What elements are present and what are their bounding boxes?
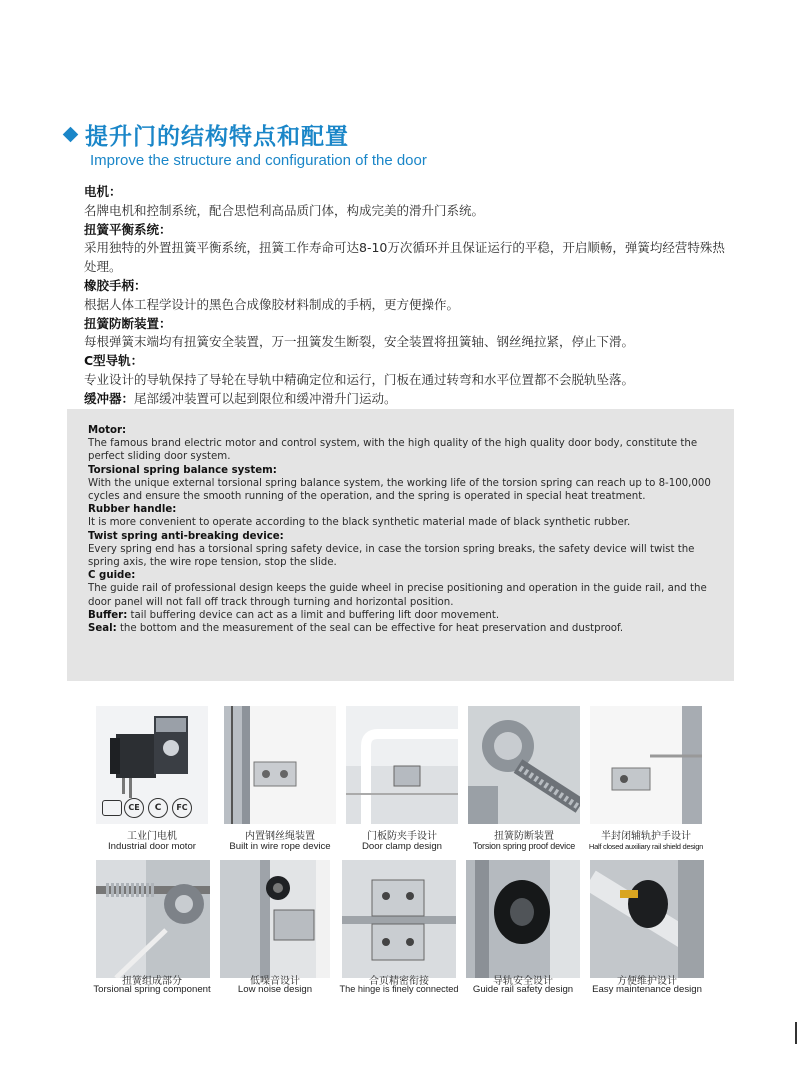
torsion-proof-photo [468, 706, 580, 824]
en-heading: Buffer: [88, 609, 128, 621]
hinge-illustration [342, 860, 456, 978]
guide-rail-illustration [466, 860, 580, 978]
gallery-caption-zh: 内置钢丝绳装置 [245, 831, 315, 842]
en-heading: Seal: [88, 623, 117, 635]
zh-text: 尾部缓冲装置可以起到限位和缓冲滑升门运动。 [134, 390, 397, 406]
en-heading: Torsional spring balance system: [88, 464, 277, 476]
guide-rail-photo [466, 860, 580, 978]
en-text: the bottom and the measurement of the seal can be effective for heat preservation and dustproof. [119, 623, 624, 635]
gallery-caption-zh: 半封闭辅轨护手设计 [601, 831, 691, 842]
gallery-caption-en: Guide rail safety design [472, 984, 574, 995]
low-noise-illustration [220, 860, 330, 978]
zh-text: 采用独特的外置扭簧平衡系统，扭簧工作寿命可达8-10万次循环并且保证运行的平稳，开启顺畅，弹簧均经营特殊热处理。 [84, 240, 725, 275]
en-text: It is more convenient to operate according to the black synthetic material made of black synthetic rubber. [88, 517, 631, 529]
torsion-proof-illustration [468, 706, 580, 824]
page-title [65, 118, 349, 151]
diamond-bullet-icon [63, 127, 79, 143]
en-heading: Rubber handle: [88, 504, 177, 516]
gallery-caption-zh: 门板防夹手设计 [367, 831, 437, 842]
en-text: With the unique external torsional spring balance system, the working life of the torsion spring can reach up to 8-100,000 cycles and ensure the smooth running of the operation, and the spring is operated in special heat treatment. [88, 477, 711, 503]
gallery-caption-en: Torsional spring component [93, 984, 211, 995]
gallery-caption-en: Half closed auxiliary rail shield design [588, 842, 704, 851]
ccc-badge: C [148, 798, 168, 818]
en-heading: C guide: [88, 570, 136, 582]
zh-heading: 缓冲器： [84, 390, 135, 406]
zh-text: 每根弹簧末端均有扭簧安全装置，万一扭簧发生断裂，安全装置将扭簧轴、钢丝绳拉紧，停止下滑。 [84, 334, 635, 350]
en-text: The guide rail of professional design keeps the guide wheel in precise positioning and operation in the guide rail, and the door panel will not fall off track through turning and horizontal position. [88, 583, 707, 608]
gallery-caption-en: Low noise design [237, 984, 313, 995]
gallery-caption-en: Door clamp design [362, 841, 442, 852]
gallery-caption-zh: 低噪音设计 [250, 976, 300, 987]
gallery-caption-en: The hinge is finely connected [339, 984, 459, 994]
gallery-caption-zh: 扭簧防断装置 [494, 831, 554, 842]
page-subtitle: Improve the structure and configuration of the door [90, 152, 427, 169]
torsion-component-photo [96, 860, 210, 978]
gallery-caption-zh: 合页精密衔接 [369, 976, 429, 987]
gallery-caption-zh: 扭簧组成部分 [122, 976, 182, 987]
wire-rope-photo [224, 706, 336, 824]
zh-heading: C型导轨： [84, 353, 144, 369]
ce-badge: CE [124, 798, 144, 818]
page-edge-mark [795, 1022, 797, 1044]
zh-heading: 电机： [84, 184, 122, 199]
gallery-caption-zh: 工业门电机 [127, 831, 177, 842]
aux-rail-illustration [590, 706, 702, 824]
zh-heading: 扭簧防断装置： [84, 315, 172, 331]
zh-text: 名牌电机和控制系统，配合思恺利高品质门体，构成完美的滑升门系统。 [84, 202, 485, 218]
en-inline-item [88, 622, 718, 635]
door-clamp-illustration [346, 706, 458, 824]
gallery-caption-en: Torsion spring proof device [472, 841, 576, 851]
zh-inline-item [84, 390, 734, 409]
fcc-badge: FC [172, 798, 192, 818]
english-feature-list [88, 424, 718, 635]
maintenance-illustration [590, 860, 704, 978]
door-clamp-photo [346, 706, 458, 824]
en-inline-item [88, 609, 718, 622]
torsion-component-illustration [96, 860, 210, 978]
gallery-caption-en: Built in wire rope device [229, 841, 331, 852]
gallery-caption-zh: 导轨安全设计 [493, 976, 553, 987]
gallery-caption-en: Industrial door motor [108, 841, 196, 852]
gallery-caption-en: Easy maintenance design [592, 984, 702, 995]
zh-text: 根据人体工程学设计的黑色合成像胶材料制成的手柄，更方便操作。 [84, 296, 460, 312]
zh-feature-list [84, 183, 734, 427]
page-title-text: 提升门的结构特点和配置 [85, 124, 349, 150]
motor-cert-badges [102, 796, 202, 818]
en-text: The famous brand electric motor and control system, with the high quality of the high quality door body, constitute the perfect sliding door system. [88, 438, 698, 463]
zh-text: 专业设计的导轨保持了导轮在导轨中精确定位和运行，门板在通过转弯和水平位置都不会脱轨坠落。 [84, 371, 635, 387]
en-heading: Twist spring anti-breaking device: [88, 530, 284, 542]
zh-heading: 橡胶手柄： [84, 277, 147, 293]
en-text: tail buffering device can act as a limit and buffering lift door movement. [130, 609, 500, 621]
wire-rope-illustration [224, 706, 336, 824]
en-text: Every spring end has a torsional spring safety device, in case the torsion spring breaks, the safety device will twist the spring axis, the wire rope tension, stop the slide. [88, 543, 695, 569]
en-heading: Motor: [88, 425, 127, 436]
low-noise-photo [220, 860, 330, 978]
tuv-badge-icon [102, 800, 122, 816]
zh-heading: 扭簧平衡系统： [84, 221, 172, 237]
gallery-caption-zh: 方便维护设计 [617, 976, 677, 987]
maintenance-photo [590, 860, 704, 978]
aux-rail-photo [590, 706, 702, 824]
hinge-photo [342, 860, 456, 978]
